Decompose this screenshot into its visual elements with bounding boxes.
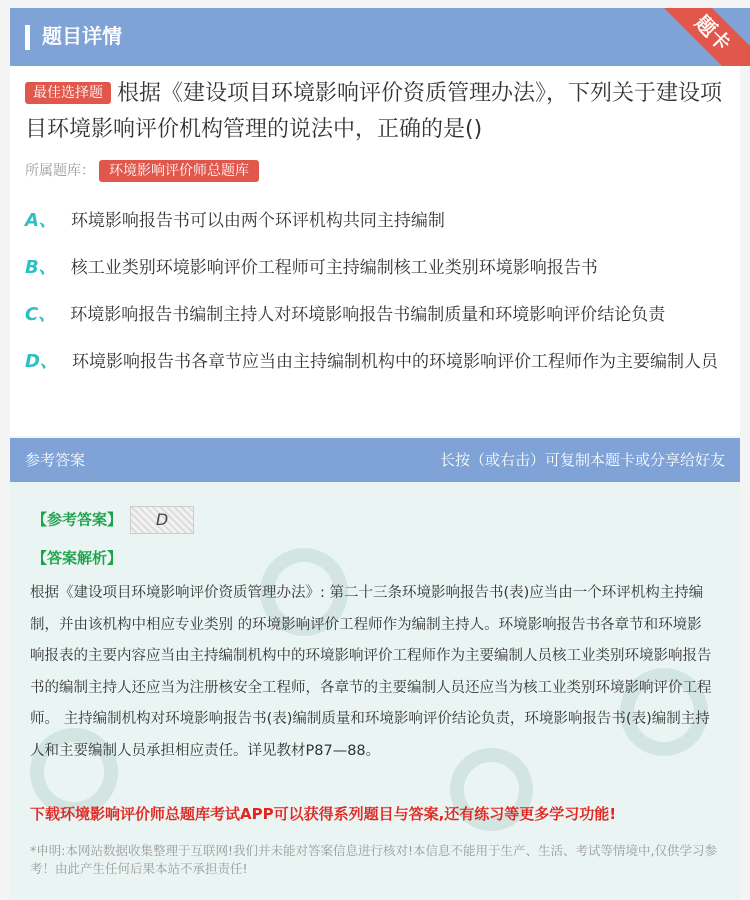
question-stem [25,76,725,148]
page-header [10,8,750,66]
answer-panel [10,438,740,900]
option-b[interactable] [25,253,725,283]
option-letter: B、 [25,257,57,278]
question-bank-label: 所属题库： [25,163,95,179]
corner-ribbon: 题卡 [648,8,750,66]
option-letter: D、 [25,351,58,372]
answer-header-title: 参考答案 [25,451,86,469]
disclaimer-text: *申明:本网站数据收集整理于互联网!我们并未能对答案信息进行核对!本信息不能用于生产、生活、考试等情境中,仅供学习参考！由此产生任何后果本站不承担责任! [30,843,717,876]
option-letter: C、 [25,304,57,325]
app-promo-text[interactable]: 下载环境影响评价师总题库考试APP可以获得系列题目与答案,还有练习等更多学习功能! [30,805,617,823]
page-title: 题目详情 [42,24,122,48]
options-list [25,206,725,394]
answer-key-value: D [130,506,194,534]
option-c[interactable] [25,300,725,330]
header-accent-bar [25,25,30,50]
answer-key-row [32,506,194,534]
option-text: 环境影响报告书各章节应当由主持编制机构中的环境影响评价工程师作为主要编制人员 [71,352,718,372]
question-type-tag: 最佳选择题 [25,82,111,104]
option-text: 环境影响报告书可以由两个环评机构共同主持编制 [70,211,445,231]
analysis-text: 根据《建设项目环境影响评价资质管理办法》: 第二十三条环境影响报告书(表)应当由一个环评机构主持编制，并由该机构中相应专业类别 的环境影响评价工程师作为编制主持人。环境影响报告书各章节和环境影响报表的主要内容应当由主持编制机构中的环境影响评价工程师作为主要编制人员核工业类别环境影响报告书的编制主持人还应当为注册核安全工程师，各章节的主要编制人员还应当为核工业类别环境影响评价工程师。 主持编制机构对环境影响报告书(表)编制质量和环境影响评价结论负责，环境影响报告书(表)编制主持人和主要编制人员承担相应责任。详见教材P87—88。 [30,585,712,759]
option-letter: A、 [25,210,57,231]
question-bank-link[interactable]: 环境影响评价师总题库 [99,160,259,182]
option-d[interactable] [25,347,725,377]
option-text: 核工业类别环境影响评价工程师可主持编制核工业类别环境影响报告书 [70,258,598,278]
question-card [10,66,740,436]
option-a[interactable] [25,206,725,236]
question-text: 根据《建设项目环境影响评价资质管理办法》，下列关于建设项目环境影响评价机构管理的说法中，正确的是() [25,81,723,142]
share-hint[interactable]: 长按（或右击）可复制本题卡或分享给好友 [439,451,725,469]
analysis-label: 【答案解析】 [32,549,123,567]
answer-key-label: 【参考答案】 [32,510,123,529]
question-bank-row [25,160,259,182]
option-text: 环境影响报告书编制主持人对环境影响报告书编制质量和环境影响评价结论负责 [70,305,666,325]
answer-header [10,438,740,482]
